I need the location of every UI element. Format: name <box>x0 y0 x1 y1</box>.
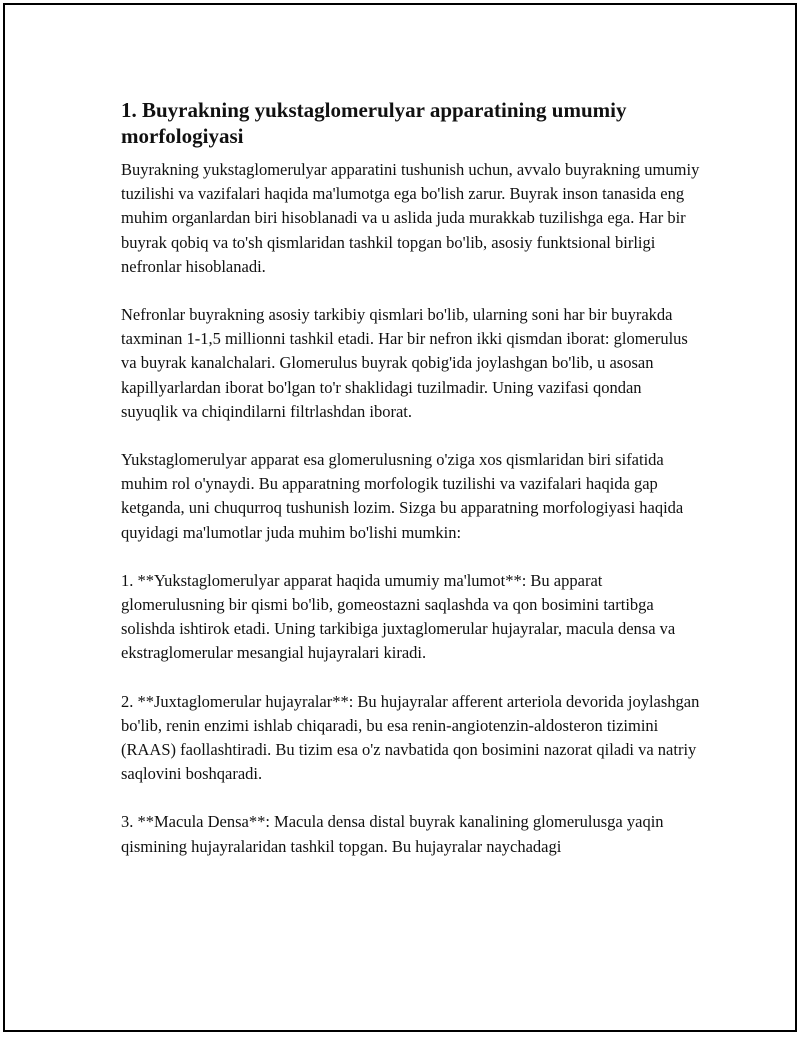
list-item-general-info: 1. **Yukstaglomerulyar apparat haqida umumiy ma'lumot**: Bu apparat glomerulusning bir qismi bo'lib, gomeostazni saqlashda va qon bosimini tartibga solishda ishtirok etadi. Uning tarkibiga juxtaglomerular hujayralar, macula densa va ekstraglomerular mesangial hujayralari kiradi. <box>121 570 676 663</box>
paragraph-apparatus: Yukstaglomerulyar apparat esa glomerulusning o'ziga xos qismlaridan biri sifatida muhim rol o'ynaydi. Bu apparatning morfologik tuzilishi va vazifalari haqida gap ketganda, uni chuqurroq tushunish lozim. Sizga bu apparatning morfologiyasi haqida quyidagi ma'lumotlar juda muhim bo'lishi mumkin: <box>121 450 684 542</box>
paragraph-intro: Buyrakning yukstaglomerulyar apparatini tushunish uchun, avvalo buyrakning umumiy tuzilishi va vazifalari haqida ma'lumotga ega bo'lish zarur. Buyrak inson tanasida eng muhim organlardan biri hisoblanadi va u aslida juda murakkab tuzilishga ega. Har bir buyrak qobiq va to'sh qismlaridan tashkil topgan bo'lib, asosiy funktsional birligi nefronlar hisoblanadi. <box>121 160 700 276</box>
section-heading: 1. Buyrakning yukstaglomerulyar apparatining umumiy morfologiyasi <box>121 98 627 148</box>
paragraph-nephrons: Nefronlar buyrakning asosiy tarkibiy qismlari bo'lib, ularning soni har bir buyrakda taxminan 1-1,5 millionni tashkil etadi. Har bir nefron ikki qismdan iborat: glomerulus va buyrak kanalchalari. Glomerulus buyrak qobig'ida joylashgan bo'lib, u asosan kapillyarlardan iborat bo'lgan to'r shaklidagi tuzilmadir. Uning vazifasi qondan suyuqlik va chiqindilarni filtrlashdan iborat. <box>121 305 688 421</box>
document-page <box>3 3 797 1032</box>
document-body <box>121 97 701 883</box>
list-item-juxtaglomerular-cells: 2. **Juxtaglomerular hujayralar**: Bu hujayralar afferent arteriola devorida joylashgan bo'lib, renin enzimi ishlab chiqaradi, bu esa renin-angiotenzin-aldosteron tizimini (RAAS) faollashtiradi. Bu tizim esa o'z navbatida qon bosimini nazorat qiladi va natriy saqlovini boshqaradi. <box>121 691 700 784</box>
list-item-macula-densa: 3. **Macula Densa**: Macula densa distal buyrak kanalining glomerulusga yaqin qismining hujayralaridan tashkil topgan. Bu hujayralar naychadagi <box>121 812 664 856</box>
